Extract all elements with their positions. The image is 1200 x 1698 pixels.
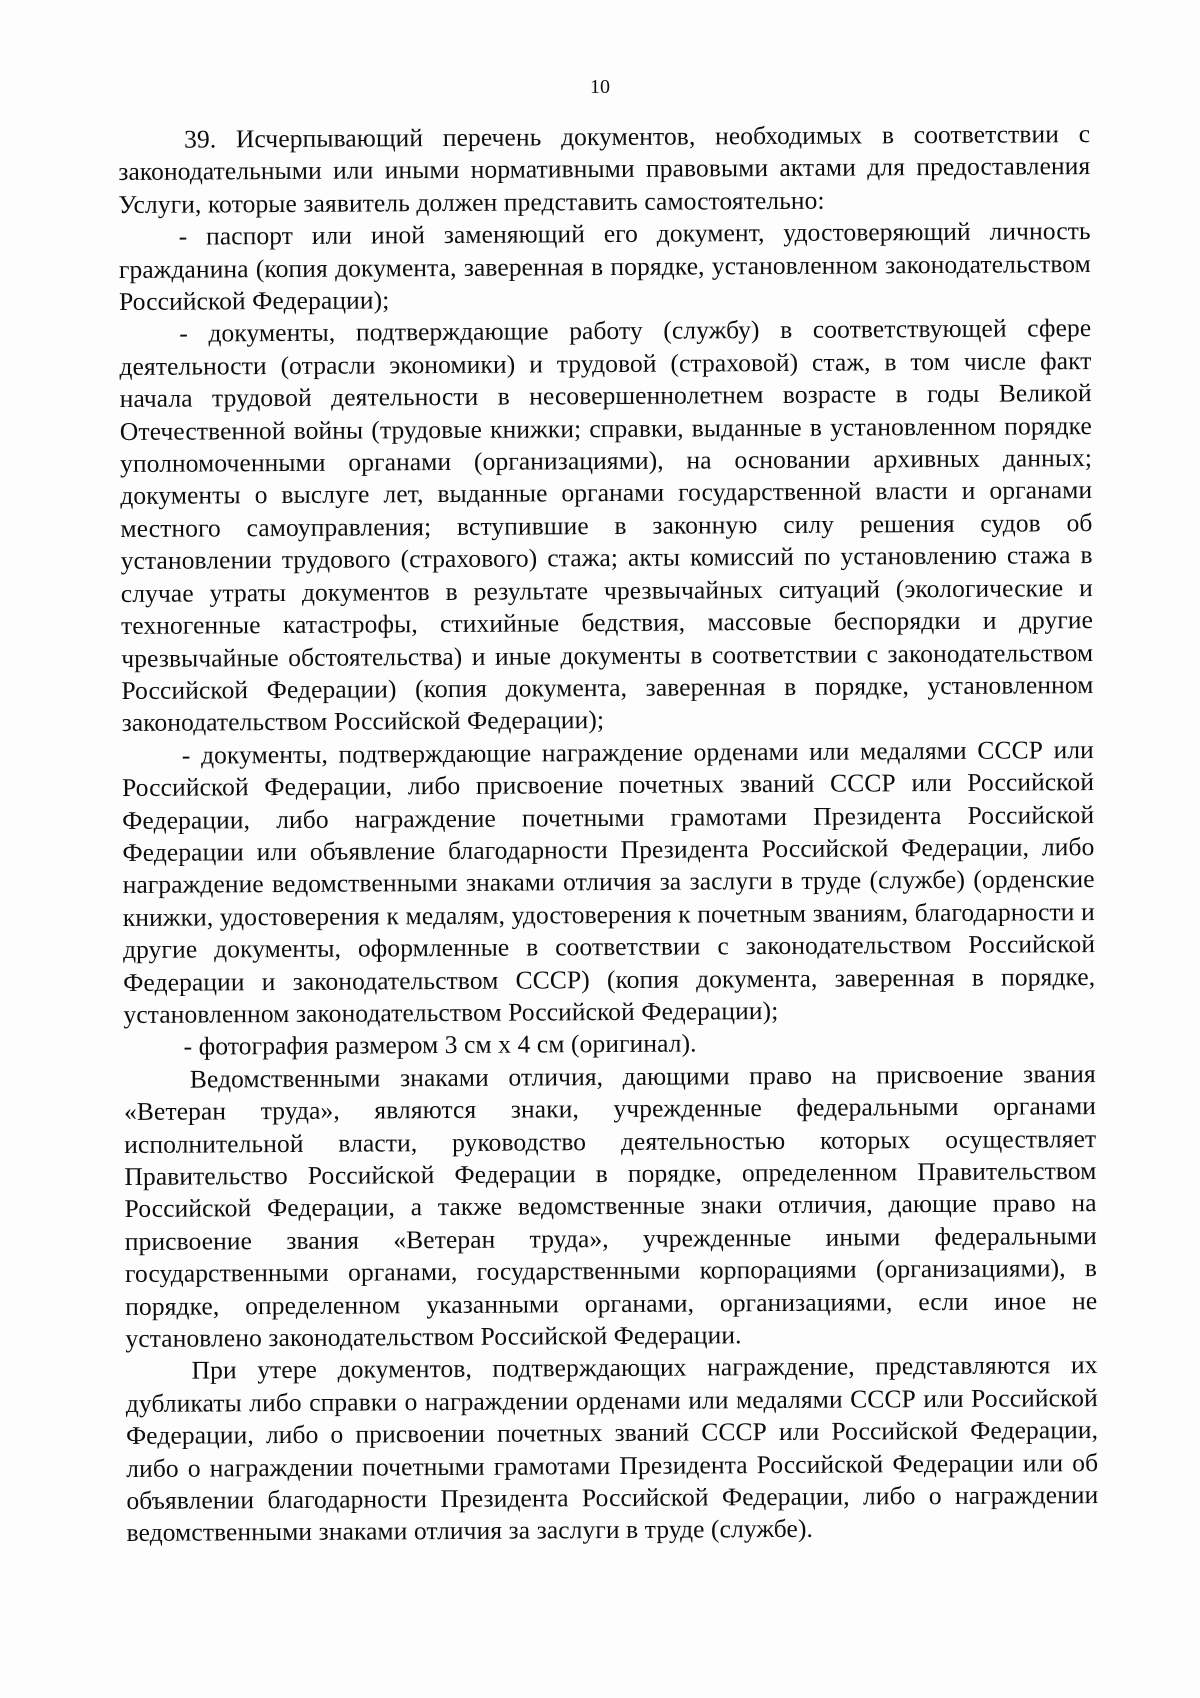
bullet-passport: - паспорт или иной заменяющий его документ, удостоверяющий личность гражданина (копия документа, заверенная в порядке, установленном законодательством Российской Федерации); <box>118 216 1091 317</box>
paragraph-departmental-insignia: Ведомственными знаками отличия, дающими право на присвоение звания «Ветеран труда», являются знаки, учрежденные федеральными органами исполнительной власти, руководство деятельностью которых осуществляет Правительство Российской Федерации в порядке, определенном Правительством Российской Федерации, а также ведомственные знаки отличия, дающие право на присвоение звания «Ветеран труда», учрежденные иными федеральными государственными органами, государственными корпорациями (организациями), в порядке, определенном указанными органами, организациями, если иное не установлено законодательством Российской Федерации. <box>123 1058 1098 1354</box>
paragraph-item-39: 39. Исчерпывающий перечень документов, необходимых в соответствии с законодательными или иными нормативными правовыми актами для предоставления Услуги, которые заявитель должен представить самостоятельно: <box>118 119 1091 219</box>
bullet-work-documents: - документы, подтверждающие работу (службу) в соответствующей сфере деятельности (отрасли экономики) и трудовой (страховой) стаж, в том числе факт начала трудовой деятельности в несовершеннолетнем возрасте в годы Великой Отечественной войны (трудовые книжки; справки, выданные в установленном порядке уполномоченными органами (организациями), на основании архивных данных; документы о выслуге лет, выданные органами государственной власти и органами местного самоуправления; вступившие в законную силу решения судов об установлении трудового (страхового) стажа; акты комиссий по установлению стажа в случае утраты документов в результате чрезвычайных ситуаций (экологические и техногенные катастрофы, стихийные бедствия, массовые беспорядки и другие чрезвычайные обстоятельства) и иные документы в соответствии с законодательством Российской Федерации) (копия документа, заверенная в порядке, установленном законодательством Российской Федерации); <box>119 313 1094 738</box>
document-body <box>118 118 1099 1550</box>
page-number: 10 <box>590 76 610 98</box>
bullet-photo: - фотография размером 3 см x 4 см (оригинал). <box>183 1028 697 1061</box>
paragraph-lost-documents: При утере документов, подтверждающих награждение, представляются их дубликаты либо справки о награждении орденами или медалями СССР или Российской Федерации, либо о присвоении почетных званий СССР или Российской Федерации, либо о награждении почетными грамотами Президента Российской Федерации или об объявлении благодарности Президента Российской Федерации, либо о награждении ведомственными знаками отличия за заслуги в труде (службе). <box>125 1350 1099 1548</box>
bullet-award-documents: - документы, подтверждающие награждение орденами или медалями СССР или Российской Федерации, либо присвоение почетных званий СССР или Российской Федерации, либо награждение почетными грамотами Президента Российской Федерации или объявление благодарности Президента Российской Федерации, либо награждение ведомственными знаками отличия за заслуги в труде (службе) (орденские книжки, удостоверения к медалям, удостоверения к почетным званиям, благодарности и другие документы, оформленные в соответствии с законодательством Российской Федерации и законодательством СССР) (копия документа, заверенная в порядке, установленном законодательством Российской Федерации); <box>121 734 1096 1029</box>
